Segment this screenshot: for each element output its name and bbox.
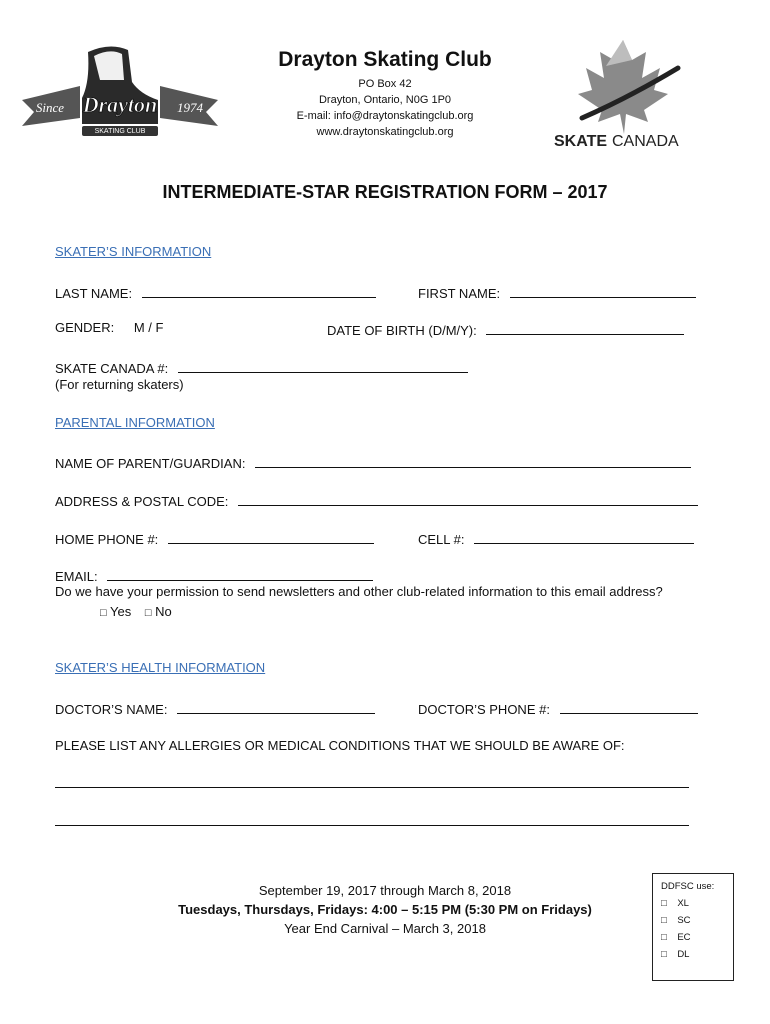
gender-label: GENDER: (55, 320, 115, 335)
parental-info-heading: PARENTAL INFORMATION (55, 415, 215, 430)
club-po-box: PO Box 42 (358, 78, 412, 90)
allergies-label: PLEASE LIST ANY ALLERGIES OR MEDICAL CONDITIONS THAT WE SHOULD BE AWARE OF: (55, 738, 625, 753)
health-info-heading: SKATER’S HEALTH INFORMATION (55, 660, 266, 675)
parent-name-field[interactable] (255, 453, 691, 468)
club-name: Drayton Skating Club (278, 48, 492, 71)
dob-label: DATE OF BIRTH (D/M/Y): (327, 323, 477, 338)
doctor-name-label: DOCTOR’S NAME: (55, 702, 168, 717)
address-label: ADDRESS & POSTAL CODE: (55, 494, 229, 509)
home-phone-field[interactable] (168, 529, 374, 544)
address-field[interactable] (238, 491, 698, 506)
skate-canada-number-field[interactable] (178, 358, 468, 373)
office-item-sc[interactable]: □ SC (661, 915, 691, 926)
last-name-field[interactable] (142, 283, 376, 298)
cell-field[interactable] (474, 529, 694, 544)
logo-year-text: 1974 (177, 100, 203, 115)
skater-info-heading: SKATER’S INFORMATION (55, 244, 212, 259)
session-schedule: Tuesdays, Thursdays, Fridays: 4:00 – 5:15 PM (5:30 PM on Fridays) (178, 902, 592, 917)
logo-sub-text: SKATING CLUB (94, 128, 146, 135)
skate-canada-bold-text: SKATE (554, 133, 608, 150)
doctor-name-field[interactable] (177, 699, 375, 714)
club-city: Drayton, Ontario, N0G 1P0 (318, 94, 452, 106)
no-checkbox[interactable]: □ (144, 607, 152, 619)
season-dates: September 19, 2017 through March 8, 2018 (258, 883, 512, 898)
office-item-dl[interactable]: □ DL (661, 949, 690, 960)
email-label: EMAIL: (55, 569, 98, 584)
office-item-ec[interactable]: □ EC (661, 932, 691, 943)
returning-skaters-note: (For returning skaters) (55, 377, 184, 392)
office-item-xl[interactable]: □ XL (661, 898, 689, 909)
dob-field[interactable] (486, 320, 684, 335)
first-name-field[interactable] (510, 283, 696, 298)
office-use-title: DDFSC use: (661, 881, 715, 892)
doctor-phone-label: DOCTOR’S PHONE #: (418, 702, 550, 717)
skate-canada-light-text: CANADA (612, 133, 679, 150)
email-field[interactable] (107, 566, 373, 581)
no-label: No (155, 604, 172, 619)
allergies-line-2[interactable] (55, 825, 689, 826)
logo-since-text: Since (35, 100, 65, 115)
office-use-box (652, 873, 734, 981)
club-email: E-mail: info@draytonskatingclub.org (296, 110, 474, 122)
home-phone-label: HOME PHONE #: (55, 532, 159, 547)
cell-label: CELL #: (418, 532, 465, 547)
form-title: INTERMEDIATE-STAR REGISTRATION FORM – 2017 (162, 182, 608, 202)
email-permission-question: Do we have your permission to send newsletters and other club-related information to this email address? (55, 584, 663, 599)
gender-options[interactable]: M / F (133, 320, 164, 335)
carnival-date: Year End Carnival – March 3, 2018 (284, 921, 486, 936)
first-name-label: FIRST NAME: (418, 286, 501, 301)
club-website: www.draytonskatingclub.org (316, 126, 454, 138)
allergies-line-1[interactable] (55, 787, 689, 788)
last-name-label: LAST NAME: (55, 286, 133, 301)
parent-name-label: NAME OF PARENT/GUARDIAN: (55, 456, 246, 471)
doctor-phone-field[interactable] (560, 699, 698, 714)
skate-canada-number-label: SKATE CANADA #: (55, 361, 169, 376)
logo-name-text: Drayton (82, 92, 158, 117)
yes-checkbox[interactable]: □ (100, 607, 107, 619)
yes-label: Yes (110, 604, 132, 619)
